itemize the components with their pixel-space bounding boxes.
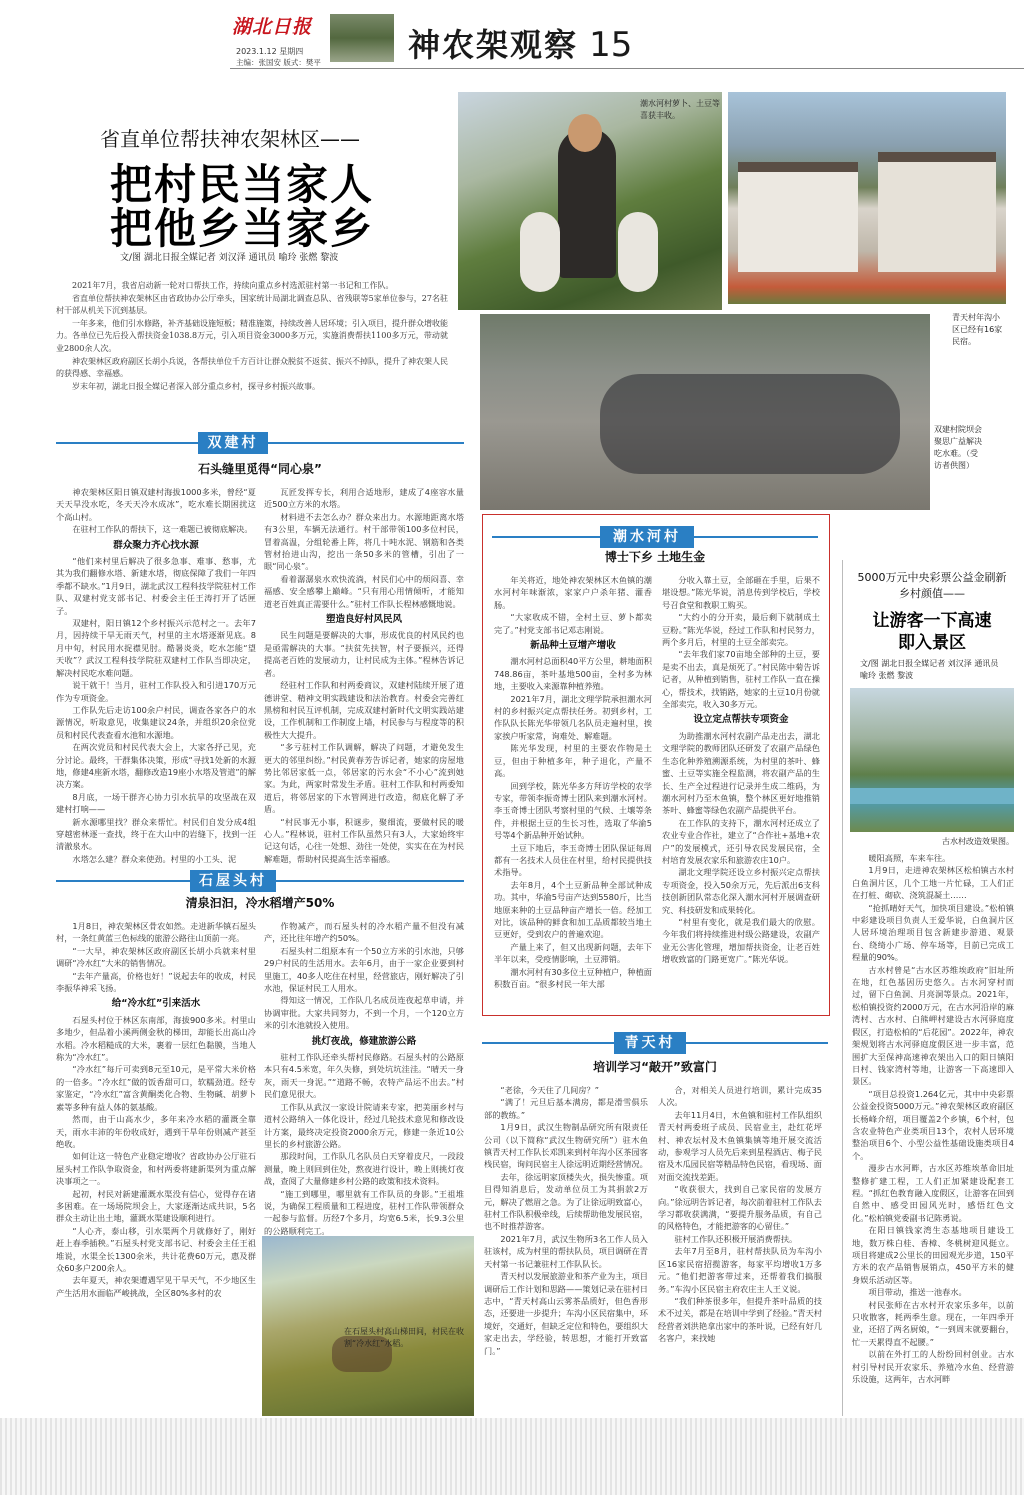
article-para: “施工到哪里，哪里就有工作队员的身影。”王祖堆说，为确保工程质量和工程进度，驻村工作队带领群众一起参与监督。历经7个多月，均宽6.5米，长9.3公里的公路顺利完工。 xyxy=(264,1188,464,1236)
article-para: 1月8日，神农架林区骨农如然。走进新华镇石屋头村，一条红黄蓝三色标线的旅游公路往山顶前一亮。 xyxy=(56,921,256,944)
article-para: 村民张师在古水村开农家乐多年，以前只收散客，耗两季生意。现在，一年四季开业，还招了两名厨娘，“一到周末就要翻台，忙一天累得直不起腰。” xyxy=(852,1299,1014,1347)
article-para: “多亏驻村工作队调解，解决了问题，才避免发生更大的邻里纠纷。”村民黄春芳告诉记者，她家的房屋地势比邻居家低一点，邻居家的污水会“不小心”流到她家。为此，两家时常发生矛盾。驻村工作队和村两委知道后，将邻居家的下水管网进行改造，彻底化解了矛盾。 xyxy=(264,742,464,815)
article-para: 1月9日，走进神农架林区松柏镇古水村白鱼洞片区，几个工地一片忙碌，工人们正在打桩、砌砍、浇筑混凝土…… xyxy=(852,865,1014,901)
courtyard-meeting-photo xyxy=(480,314,930,510)
radish-right xyxy=(618,212,658,292)
column-divider xyxy=(842,560,843,1416)
article-para: 在阳日镇钱家湾生态基地项目建设工地，数万株白桂、香樟、冬桃树迎风挺立。项目将建成2公里长的田园观光步道，150平方米的农产品销售展销点，450平方米的健身娱乐活动区等。 xyxy=(852,1225,1014,1285)
article-para: 石屋头村二组原本有一个50立方米的引水池，只够29户村民的生活用水。去年6月，由于一家企业要到村里施工，40多人吃住在村里，经营旅店，刚好解决了引水池，保证村民工人用水。 xyxy=(264,945,464,994)
section-badge: 潮水河村 xyxy=(600,526,694,548)
article-para: 在工作队的支持下，潮水河村还成立了农业专业合作社，建立了“合作社+基地+农户”的发展模式，还引导农民发展民宿，全村培育发展农家乐和旅游农庄10户。 xyxy=(662,817,820,865)
homestay-photo xyxy=(728,92,1006,304)
section-subtitle: 博士下乡 土地生金 xyxy=(604,550,706,564)
article-para: “满了！元旦后基本满房，都是滑雪俱乐部的教练。” xyxy=(484,1097,648,1120)
article-para: 工作队先后走访100余户村民，调查各家各户的水源情况，听取意见，收集建议24条，并组织20余位党员和村民代表查看水池和水源地。 xyxy=(56,704,256,740)
article-para: 以前在外打工的人纷纷回村创业。古水村引导村民开农家乐、养殖冷水鱼、经营游乐设施，这两年，古水河畔 xyxy=(852,1349,1014,1385)
article-para: “冷水红”每斤可卖到8元至10元，是平常大米价格的一倍多。“冷水红”做的饭香甜可口，软糯劲道。经专家鉴定，“冷水红”富含黄酮类化合物、生物碱、胡萝卜素等多种有益人体的氨基酸。 xyxy=(56,1064,256,1112)
lead-byline: 文/图 湖北日报全媒记者 刘汉泽 通讯员 喻玲 张燃 黎波 xyxy=(120,253,339,263)
article-para: 土豆下地后，李玉奇博士团队保证每周都有一名技术人员住在村里，给村民提供技术指导。 xyxy=(494,842,652,878)
masthead-logo xyxy=(232,12,320,46)
section-name: 神农架观察 xyxy=(408,26,579,64)
article-para: 作物减产，而石屋头村的冷水稻产量不但没有减产，还比往年增产约50%。 xyxy=(264,921,464,944)
meeting-crowd xyxy=(600,374,900,474)
article-subhead: 新品种土豆增产增收 xyxy=(530,640,616,652)
qingtian-caption: 青天村年沟小区已经有16家民宿。 xyxy=(952,313,1003,346)
right-kicker: 5000万元中央彩票公益金刷新乡村颜值—— xyxy=(857,571,1007,600)
shiwutou-caption: 在石屋头村高山梯田间，村民在收割“冷水红”水稻。 xyxy=(344,1327,464,1348)
page-number: 15 xyxy=(589,25,633,65)
lead-para: 2021年7月，我省启动新一轮对口帮扶工作，持续向重点乡村选派驻村第一书记和工作队。 xyxy=(72,281,394,290)
article-para: 8月底，一场干群齐心协力引水抗旱的攻坚战在双建村打响—— xyxy=(56,791,256,815)
lead-para: 一年多来，他们引水修路，补齐基础设施短板；精准施策，持续改善人居环境；引入项目，提升群众增收能力。各单位已先后投入帮扶资金1038.8万元，引入项目资金3000多万元，实施消费帮扶1100多万元，带动就业2800余人次。 xyxy=(56,318,448,353)
article-para: 去年夏天，神农架遭遇罕见干旱天气，不少地区生产生活用水面临严峻挑战，全区80%多村的农 xyxy=(56,1275,256,1298)
article-para: 1月9日，武汉生物制品研究所有限责任公司（以下简称“武汉生物研究所”）驻木鱼镇青天村工作队长邓凯来到村年沟小区茶园客栈民宿，询问民宿主人徐远明近期经营情况。 xyxy=(484,1122,648,1170)
article-para: 在两次党员和村民代表大会上，大家各抒己见，充分讨论。最终，干群集体决策，形成“寻找1处新的水源地，修建4座新水塔，翻修改造19座小水塔及管道”的解决方案。 xyxy=(56,742,256,790)
article-para: 合，对相关人员进行培训，累计完成35人次。 xyxy=(658,1085,822,1108)
article-para: “老徐，今天住了几间房？” xyxy=(500,1085,599,1095)
article-para: “村里有变化，就是我们最大的欣慰。今年我们将持续推进村级公路建设，农副产业无公害化管理，增加帮扶资金，让老百姓增收致富的门路更宽广。”陈光华说。 xyxy=(662,916,820,965)
right-headline-2: 即入景区 xyxy=(898,633,966,653)
article-para: “村民事无小事，积谜步，聚细流，要做村民的暖心人。”程林说，驻村工作队虽然只有3人，大家始终牢记这句话，心往一处想、劲往一处使，实实在在为村民解难题，帮助村民提高生活幸福感。 xyxy=(264,816,464,864)
lead-intro xyxy=(56,280,448,408)
article-subhead: 给“冷水红”引来活水 xyxy=(111,998,201,1010)
shuangjian-caption: 双建村院坝会聚思广益解决吃水难。（受访者供图） xyxy=(934,425,982,470)
lead-headline-2: 把他乡当家乡 xyxy=(110,204,375,253)
issue-editors: 主编：张国安 版式：樊平 xyxy=(236,58,321,67)
article-para: “去年产量高，价格也好！”说起去年的收成，村民李振华神采飞扬。 xyxy=(56,970,256,994)
paper-name: 湖北日报 xyxy=(232,16,313,38)
article-para: 2021年7月，武汉生物所3名工作人员入驻该村，成为村里的帮扶队员，项目调研在青天村第一书记兼驻村工作队队长。 xyxy=(484,1233,648,1269)
article-para: 在驻村工作队的帮扶下，这一难题已被彻底解决。 xyxy=(72,524,253,535)
article-column xyxy=(264,920,464,1236)
article-para: 工作队从武汉一家设计院请来专家，把美丽乡村与道村公路纳入一体化设计，经过几轮技术意见和修改设计方案，最终决定投资2000余万元，修建一条近10公里长的乡村旅游公路。 xyxy=(264,1101,464,1149)
right-headline-1: 让游客一下高速 xyxy=(872,611,992,631)
article-para: 起初，村民对新建灌溉水渠没有信心，觉得存在诸多困难。在一场场院坝会上，大家逐渐达成共识，5名群众主动让出土地，灌溉水渠建设顺利进行。 xyxy=(56,1188,256,1224)
bottom-fade xyxy=(0,1418,1024,1495)
article-para: 为助推潮水河村农副产品走出去，湖北文理学院的教师团队还研发了农副产品绿色生态化种养殖溯源系统，为村里的茶叶、蜂蜜、土豆等实施全程监测，将农副产品的生长、生产全过程进行记录并生成二维码，为潮水河村乃至木鱼镇，整个林区更好地推销茶叶、蜂蜜等绿色农副产品提供平台。 xyxy=(662,730,820,816)
article-para: 回到学校，陈光华多方拜访学校的农学专家，带领李振奇博士团队来到潮水河村。李玉奇博士团队考察村里的气候、土壤等条件，并根据土豆的生长习性，选取了华渝5号等4个新品种开始试种。 xyxy=(494,780,652,841)
article-para: 神农架林区阳日镇双建村海拔1000多米，曾经“夏天天旱没水吃，冬天天冷水成冰”，吃水难长期困扰这个高山村。 xyxy=(56,487,256,522)
building-1 xyxy=(738,162,858,272)
radish-caption: 潮水河村萝卜、土豆等喜获丰收。 xyxy=(640,99,720,120)
article-para: “大家收成不错，全村土豆、萝卜都卖完了。”村党支部书记邓志刚说。 xyxy=(494,612,652,635)
article-para: 那段时间，工作队几名队员白天穿着皮尺，一段段测量，晚上则回到住处，熬夜进行设计，晚上则挑灯夜战，查阅了大量修建乡村公路的政策和技术资料。 xyxy=(264,1151,464,1187)
building-2 xyxy=(878,152,996,272)
lead-headline-1: 把村民当家人 xyxy=(110,160,375,209)
section-subtitle: 清泉汩汩，冷水稻增产50% xyxy=(185,896,335,910)
lead-para: 岁末年初，湖北日报全媒记者深入部分重点乡村，探寻乡村振兴故事。 xyxy=(72,381,320,391)
article-column xyxy=(56,920,256,1415)
section-badge: 石屋头村 xyxy=(190,870,276,892)
article-para: 双建村，阳日镇12个乡村振兴示范村之一。去年7月，因持续干旱无雨天气，村里的主水塔逐渐见底。8月中旬，村民用水捉襟见肘。酷暑炎炎，吃水怎能“望天收”？武汉工程科技学院驻双建村工作队当即决定，解决村民吃水难问题。 xyxy=(56,618,256,678)
article-para: “人心齐，泰山移，引水渠两个月就修好了，刚好赶上春季插秧。”石屋头村党支部书记、村委会主任王祖堆说，水渠全长1300余米，共计花费60万元，惠及群众60多户200余人。 xyxy=(56,1225,256,1273)
article-para: 瓦匠发挥专长，利用合适地形，建成了4座容水量近500立方米的水塔。 xyxy=(264,487,464,510)
article-para: 2021年7月，湖北文理学院承担潮水河村的乡村振兴定点帮扶任务。初到乡村，工作队队长陈光华带领几名队员走遍村里，挨家挨户听家常，询难处、解难题。 xyxy=(494,693,652,741)
river xyxy=(850,788,1014,804)
article-para: “一大早，神农架林区政府副区长胡小兵就来村里调研“冷水红”大米的销售情况。 xyxy=(56,945,256,969)
radish-left xyxy=(520,212,560,292)
article-para: 驻村工作队还牵头帮村民修路。石屋头村的公路原本只有4.5米宽，年久失修，到处坑坑洼洼。“晴天一身灰，雨天一身泥。”“道路不畅，农特产品运不出去。”村民们意见很大。 xyxy=(264,1052,464,1100)
lead-para: 省直单位帮扶神农架林区由省政协办公厅牵头，国家统计局湖北调查总队、省残联等5家单位参与，27名驻村干部从机关下沉到基层。 xyxy=(56,293,448,316)
issue-date: 2023.1.12 星期四 xyxy=(236,47,304,56)
article-para: “项目总投资1.264亿元，其中中央彩票公益金投资5000万元。”神农架林区政府副区长杨峰介绍，项目覆盖2个乡镇，6个村，包含农业特色产业类项目13个，农村人居环境整治项目6个、小型公益性基础设施类项目4个。 xyxy=(852,1088,1014,1161)
section-subtitle: 石头缝里觅得“同心泉” xyxy=(198,462,322,476)
article-subhead: 塑造良好村风民风 xyxy=(325,614,402,626)
article-column xyxy=(662,574,820,1008)
article-para: 湖北文理学院还设立乡村振兴定点帮扶专项资金，投入50余万元，先后派出6支科技创新团队常态化深入潮水河村开展调查研究、科技研发和成果转化。 xyxy=(662,867,820,915)
article-para: 青天村以发展旅游业和茶产业为主，项目调研后工作计划和思路——策划记录在驻村日志中，“青天村高山云雾茶品质好，但色香形态，还要进一步提升；车沟小区民宿集中，环境好，交通好，但缺乏定位和特色，要组织大家走出去，学经验，转思想，才能打开致富门。” xyxy=(484,1271,648,1356)
article-para: 年关将近，地处神农架林区木鱼镇的潮水河村年味渐浓，家家户户杀年猪、灌香肠。 xyxy=(494,575,652,610)
section-subtitle: 培训学习“敲开”致富门 xyxy=(593,1060,717,1074)
right-byline: 文/图 湖北日报全媒记者 刘汉泽 通讯员 喻玲 张燃 黎波 xyxy=(860,659,999,680)
article-para: 去年7月至8月，驻村帮扶队员为车沟小区16家民宿招揽游客，每家平均增收1万多元。“他们把游客带过来，还帮着我们搞服务。”车沟小区民宿主府农庄主人王义说。 xyxy=(658,1246,822,1294)
article-para: 驻村工作队还积极开展消费帮扶。 xyxy=(674,1233,798,1244)
lead-kicker: 省直单位帮扶神农架林区—— xyxy=(100,127,360,151)
article-para: 去年11月4日，木鱼镇和驻村工作队组织青天村两委班子成员、民宿业主，赴红花坪村、神农坛村及木鱼镇集镇等地开展交流活动，参观学习人员先后来到星程酒店、梅子民宿及木瓜园民宿等精品特色民宿，看现场、面对面交流找差距。 xyxy=(658,1109,822,1182)
article-para: 去年8月，4个土豆新品种全部试种成功。其中，华渝5号亩产达到5580斤，比当地原来种的土豆品种亩产增长一倍。经加工对比，该品种的鲜食和加工品质都较当地土豆更好，受到农户的普遍欢迎。 xyxy=(494,879,652,940)
article-para: “我们种茶很多年，但提升茶叶品质的技术不过关，都是在培训中学到了经验。”青天村经营者刘洪艳拿出家中的茶叶说，已经有好几名客户，来找她 xyxy=(658,1295,822,1344)
article-subhead: 设立定点帮扶专项资金 xyxy=(693,714,789,726)
masthead-rule xyxy=(230,68,1024,69)
section-title xyxy=(408,20,632,64)
article-para: 暖阳高照，车来车往。 xyxy=(868,853,951,863)
article-para: 说干就干！当月，驻村工作队投入和引进170万元作为专项资金。 xyxy=(56,680,256,703)
article-para: 民生问题是要解决的大事，形成优良的村风民约也是亟需解决的大事。“扶贫先扶智，村子要振兴，还得提高老百姓的发展动力，让村民成为主体。”程林告诉记者。 xyxy=(264,630,464,678)
article-para: “他们来村里后解决了很多急事、难事、愁事，尤其为我们翻修水塔、新建水塔，彻底保障了我们一年四季都不缺水。”1月9日，湖北武汉工程科技学院驻村工作队、双建村党支部书记、村委会主任王涛打开了话匣子。 xyxy=(56,556,256,616)
farmer-head xyxy=(568,114,602,152)
article-para: 漫步古水河畔，古水区苏维埃革命旧址整修扩建工程，工人们正加紧建设配套工程。“抓红色教育融入度假区，让游客在回到自然中、感受田园风光时，感悟红色文化。”松柏镇党委副书记陈勇说。 xyxy=(852,1163,1014,1223)
article-para: 如何让这一特色产业稳定增收？省政协办公厅驻石屋头村工作队争取资金，和村两委将建新渠列为重点解决事项之一。 xyxy=(56,1151,256,1187)
article-subhead: 挑灯夜战，修建旅游公路 xyxy=(311,1035,417,1047)
article-para: 得知这一情况，工作队几名成员连夜起草申请，并协调审批。大家共同努力，不到一个月，一个120立方米的引水池就投入使用。 xyxy=(264,995,464,1031)
section-badge: 青天村 xyxy=(614,1032,686,1054)
lead-para: 神农架林区政府副区长胡小兵说，各帮扶单位千方百计让群众脱贫不返贫、振兴不掉队，提升了神农架人民的获得感、幸福感。 xyxy=(56,356,448,379)
article-para: 产量上来了，但又出现新问题，去年下半年以来，受疫情影响，土豆滞销。 xyxy=(494,941,652,965)
gushui-caption: 古水村改造效果图。 xyxy=(942,837,1014,846)
gushui-rendering-photo xyxy=(850,688,1014,832)
article-para: 潮水河村总面积40平方公里，耕地面积748.86亩，茶叶基地500亩，全村多为林地，主要收入来源靠种植养殖。 xyxy=(494,656,652,692)
article-para: 去年，徐远明家顶楼失火，损失惨重。项目得知消息后，发动单位员工为其捐款2万元，解决了燃眉之急。为了让徐远明致富心，驻村工作队积极牵线，后续帮助他发展民宿，也不时推荐游客。 xyxy=(484,1171,648,1232)
article-para: 新水源哪里找？群众来帮忙。村民们自发分成4组穿越密林逐一查找，终于在大山中的岩缝下，找到一汪清澈泉水。 xyxy=(56,816,256,852)
article-para: 项目带动，推送一池春水。 xyxy=(868,1287,967,1298)
article-para: 古水村曾是“古水区苏维埃政府”旧址所在地，红色基因历史悠久。古水河穿村而过，留下白鱼洞、月亮洞等景点。2021年，松柏镇投资约2000万元，在古水河沿岸的麻湾村、古水村、白熊岬村建设古水河驿庭度假区，打造松柏的“后花园”。2022年，神农架规划将古水河驿庭度假区进一步丰富，范围扩大至保神高速神农架出入口的阳日镇阳日村、钱家湾村等地，让游客一下高速即入景区。 xyxy=(852,964,1014,1087)
article-subhead: 群众聚力齐心找水源 xyxy=(113,539,199,551)
masthead xyxy=(0,0,1024,72)
article-para: 分收入靠土豆，全部砸在手里，后果不堪设想。”陈光华说，消息传到学校后，学校号召食堂和教职工购买。 xyxy=(662,575,820,610)
article-para: 材料进不去怎么办？群众来出力。水源地距离水塔有3公里，车辆无法通行。村干部带领100多位村民，冒着高温，分组轮番上阵，将几十吨水泥、钢筋和各类管材抬进山沟，挖出一条50多米的管槽，引出了一眼“同心泉”。 xyxy=(264,511,464,572)
article-para: “抢抓晴好天气，加快项目建设。”松柏镇中彩建设项目负责人王爱华说，白鱼洞片区人居环境治理项目包含新建步游道、观景台、绕绮小广场、停车场等，目前已完成工程量的90%。 xyxy=(852,902,1014,963)
masthead-photo xyxy=(330,14,394,62)
article-para: “去年我们家70亩地全部种的土豆，要是卖不出去，真是烦死了。”村民陈中菊告诉记者，从种植到销售，驻村工作队一直在操心，帮技术，找销路，她家的土豆10月份就全部卖完，收入30多万元。 xyxy=(662,649,820,710)
article-column xyxy=(484,1084,648,1416)
article-para: “大约小的分开卖，最后剩下就制成土豆粉。”陈光华说，经过工作队和村民努力，两个多月后，村里的土豆全部卖完。 xyxy=(662,612,820,648)
article-column xyxy=(658,1084,822,1416)
article-para: 石屋头村位于林区东南部，海拔900多米。村里山多地少，但品着小溪两侧金秋的梯田，却能长出高山冷水稻。冷水稻糙成的大米，裹着一层红色黏膜，当地人称为“冷水红”。 xyxy=(56,1014,256,1063)
article-para: 看着潺潺泉水欢快流淌，村民们心中的烦闷喜、幸福感、安全感攀上巅峰。“只有用心用情倾听，才能知道老百姓真正需要什么。”驻村工作队长程林感慨地说。 xyxy=(264,573,464,609)
article-para: 陈光华发现，村里的主要农作物是土豆，但由于种植多年，种子退化，产量不高。 xyxy=(494,743,652,779)
article-para: 水塔怎么建？群众来使劲。村里的小工头、泥 xyxy=(72,853,237,864)
article-para: 然而，由于山高水少，多年来冷水稻的灌溉全靠天，雨水丰沛的年份收成好，遇到干旱年份则减产甚至绝收。 xyxy=(56,1114,256,1149)
section-badge: 双建村 xyxy=(198,432,268,454)
article-column xyxy=(852,852,1014,1416)
article-para: 经驻村工作队和村两委商议，双建村陆续开展了道德讲堂、精神文明实践建设和法治教育。村委会完善红黑榜和村民互评机制，完成双建村新时代文明实践站建设，工作机制和工作制度上墙，村民参与与程度等的积极性大大提升。 xyxy=(264,680,464,740)
article-para: 潮水河村有30多位土豆种植户，种植面积数百亩。“很多村民一年大部 xyxy=(494,966,652,989)
article-column xyxy=(494,574,652,1008)
article-para: “收获很大，找到自己家民宿的发展方向。”徐远明告诉记者，每次前着驻村工作队去学习都收获满满，“要提升服务品质，有自己的风格特色，才能把游客的心留住。” xyxy=(658,1184,822,1232)
radish-harvest-photo xyxy=(458,92,722,310)
